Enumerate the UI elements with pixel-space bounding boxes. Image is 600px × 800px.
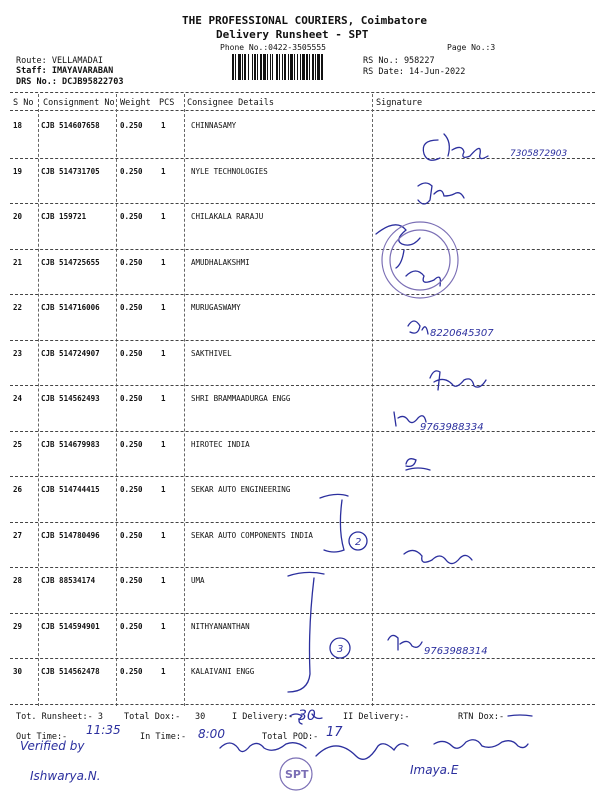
footer-total-dox: Total Dox:- [124,712,181,722]
row-consignment-no: CJB 514731705 [41,166,100,176]
table-row [10,659,595,704]
footer-total-pod: Total POD:- [262,732,319,742]
phone-number: Phone No.:0422-3505555 [220,43,326,52]
footer-out-time: Out Time:- [16,732,68,742]
row-consignment-no: CJB 514594901 [41,621,100,631]
row-weight: 0.250 [120,667,143,676]
table-row [10,386,595,431]
barcode-bar [257,54,258,80]
row-weight: 0.250 [120,439,143,449]
signature-bottom-right [434,740,528,749]
barcode-bar [232,54,234,80]
row-consignee: NITHYANANTHAN [191,621,250,631]
row-consignee: SHRI BRAMMAADURGA ENGG [191,394,291,403]
footer-ii-delivery: II Delivery:- [343,712,410,722]
barcode [232,54,357,80]
table-row [10,523,595,568]
row-consignee: NYLE TECHNOLOGIES [191,166,268,176]
row-weight: 0.250 [120,530,143,540]
barcode-bar [290,54,293,80]
table-row [10,204,595,249]
row-consignee: UMA [191,576,205,585]
rs-date: RS Date: 14-Jun-2022 [363,67,466,77]
row-pcs: 1 [161,348,166,358]
col-header-sno: S No [13,98,34,108]
row-consignment-no: CJB 514724907 [41,348,100,358]
row-weight: 0.250 [120,485,143,494]
row-weight: 0.250 [120,348,143,358]
row-consignment-no: CJB 88534174 [41,576,96,585]
table-row [10,568,595,613]
table-row [10,295,595,340]
footer-tot-runsheet: Tot. Runsheet:- 3 [16,712,103,722]
row-consignment-no: CJB 514562493 [41,394,100,403]
signature-bottom-2 [316,744,408,760]
barcode-bar [309,54,310,80]
row-weight: 0.250 [120,212,143,221]
stamp-spt [280,758,312,790]
row-pcs: 1 [161,485,166,494]
row-consignee: AMUDHALAKSHMI [191,257,250,267]
row-pcs: 1 [161,121,166,130]
row-pcs: 1 [161,257,166,267]
barcode-bar [242,54,243,80]
col-header-weight: Weight [120,98,151,108]
row-divider [10,704,595,705]
phone-note-18: 7305872903 [510,149,568,159]
stamp-spt-text: SPT [285,768,309,781]
rtn-dox-dash [508,715,532,716]
row-sno: 21 [13,257,23,267]
barcode-bar [317,54,320,80]
row-consignee: KALAIVANI ENGG [191,667,255,676]
row-sno: 19 [13,166,23,176]
rs-number: RS No.: 958227 [363,56,435,66]
row-pcs: 1 [161,166,166,176]
row-weight: 0.250 [120,621,143,631]
footer-rtn-dox: RTN Dox:- [458,712,505,722]
row-consignment-no: CJB 159721 [41,212,87,221]
row-weight: 0.250 [120,166,143,176]
barcode-bar [244,54,246,80]
row-consignment-no: CJB 514562478 [41,667,100,676]
row-sno: 23 [13,348,23,358]
phone-note-22: 8220645307 [430,328,494,339]
i-delivery-value: 30 [298,708,316,724]
row-consignment-no: CJB 514744415 [41,485,100,494]
barcode-bar [284,54,286,80]
barcode-bar [248,54,249,80]
barcode-bar [272,54,273,80]
row-sno: 22 [13,303,23,312]
barcode-bar [312,54,314,80]
table-row [10,250,595,295]
total-pod-value: 17 [326,725,343,740]
row-sno: 28 [13,576,23,585]
company-title: THE PROFESSIONAL COURIERS, Coimbatore [182,14,428,27]
col-header-pcs: PCS [159,98,175,108]
signature-bottom-1 [220,743,306,752]
row-weight: 0.250 [120,121,143,130]
route: Route: VELLAMADAI [16,56,103,66]
row-sno: 29 [13,621,23,631]
table-row [10,432,595,477]
circle-number-29: 3 [337,644,344,655]
barcode-bar [288,54,289,80]
row-sno: 27 [13,530,23,540]
in-time-value: 8:00 [198,727,225,741]
table-row [10,614,595,659]
row-consignment-no: CJB 514780496 [41,530,100,540]
barcode-bar [235,54,236,80]
row-pcs: 1 [161,439,166,449]
row-consignee: MURUGASWAMY [191,303,241,312]
barcode-bar [302,54,305,80]
row-consignee: SAKTHIVEL [191,348,232,358]
barcode-bar [300,54,301,80]
barcode-bar [260,54,262,80]
row-sno: 25 [13,439,23,449]
row-pcs: 1 [161,394,166,403]
row-consignee: CHINNASAMY [191,121,237,130]
verified-note: Verified by [20,739,85,753]
col-header-signature: Signature [376,98,423,108]
i-delivery-hand [290,714,322,724]
row-sno: 30 [13,667,23,676]
table-header-rule [10,110,595,111]
row-weight: 0.250 [120,576,143,585]
row-consignee: HIROTEC INDIA [191,439,250,449]
page-number: Page No.:3 [447,43,496,52]
row-consignment-no: CJB 514725655 [41,257,100,267]
table-row [10,159,595,204]
row-sno: 24 [13,394,23,403]
bottom-name: Imaya.E [410,763,459,777]
table-row [10,341,595,386]
barcode-bar [282,54,283,80]
circle-number-27: 2 [355,537,362,548]
barcode-bar [270,54,271,80]
barcode-bar [267,54,268,80]
row-consignment-no: CJB 514679983 [41,439,100,449]
barcode-bar [306,54,308,80]
row-consignee: CHILAKALA RARAJU [191,212,264,221]
col-header-consignee: Consignee Details [187,98,274,108]
row-consignment-no: CJB 514607658 [41,121,100,130]
barcode-bar [321,54,323,80]
row-sno: 20 [13,212,23,221]
phone-note-29: 9763988314 [424,646,488,657]
barcode-bar [297,54,298,80]
row-weight: 0.250 [120,394,143,403]
row-pcs: 1 [161,303,166,312]
row-weight: 0.250 [120,303,143,312]
row-weight: 0.250 [120,257,143,267]
footer-in-time: In Time:- [140,732,187,742]
footer-i-delivery: I Delivery:- [232,712,294,722]
row-pcs: 1 [161,621,166,631]
barcode-bar [263,54,266,80]
row-pcs: 1 [161,530,166,540]
table-row [10,113,595,158]
verifier-name: Ishwarya.N. [30,769,101,783]
row-pcs: 1 [161,212,166,221]
phone-note-24: 9763988334 [420,422,484,433]
barcode-bar [279,54,280,80]
row-sno: 18 [13,121,23,130]
staff: Staff: IMAYAVARABAN [16,66,114,76]
barcode-bar [276,54,278,80]
barcode-bar [238,54,241,80]
runsheet-title: Delivery Runsheet - SPT [216,28,369,41]
col-header-consignment: Consignment No [43,98,115,108]
row-pcs: 1 [161,667,166,676]
row-consignee: SEKAR AUTO ENGINEERING [191,485,291,494]
out-time-value: 11:35 [86,723,121,737]
row-pcs: 1 [161,576,166,585]
barcode-bar [254,54,256,80]
row-sno: 26 [13,485,23,494]
footer-total-dox-value: 30 [195,712,206,722]
barcode-bar [252,54,253,80]
barcode-bar [294,54,295,80]
row-consignment-no: CJB 514716006 [41,303,100,312]
row-consignee: SEKAR AUTO COMPONENTS INDIA [191,530,313,540]
table-top-rule [10,92,595,93]
barcode-bar [315,54,316,80]
table-row [10,477,595,522]
drs-number: DRS No.: DCJB95822703 [16,77,124,87]
